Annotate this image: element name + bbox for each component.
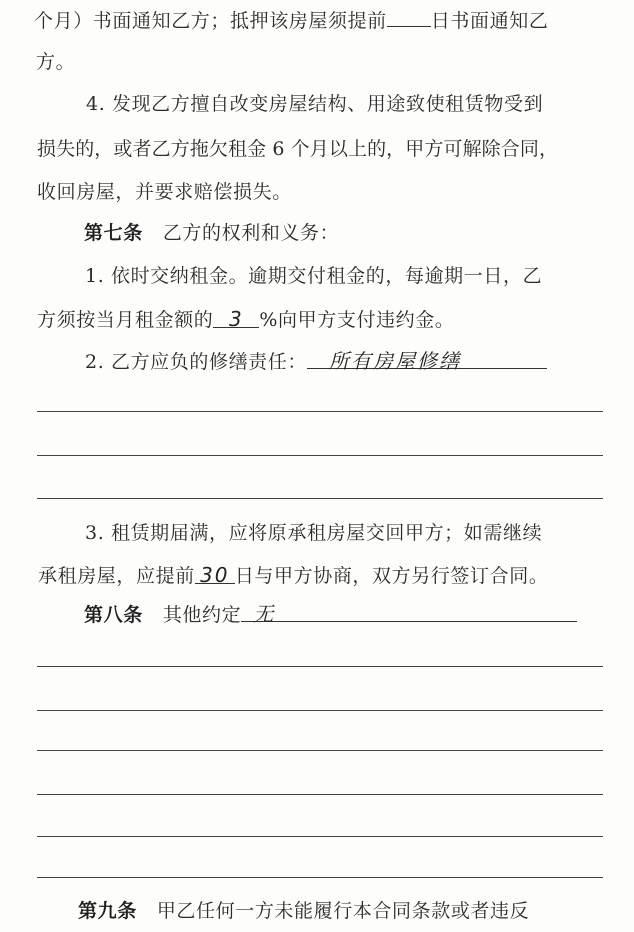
text-segment: %向甲方支付违约金。 — [259, 309, 455, 331]
handwritten-value: 无 — [253, 602, 276, 626]
clause-6-item-4 — [86, 92, 634, 116]
blank-rule — [37, 750, 603, 751]
text-segment: 1. 依时交纳租金。逾期交付租金的，每逾期一日，乙 — [85, 265, 543, 287]
clause-9-heading — [78, 899, 634, 923]
text-segment: 3. 租赁期届满，应将原承租房屋交回甲方；如需继续 — [85, 522, 543, 544]
handwritten-value: 3 — [229, 307, 244, 331]
handwritten-value: 所有房屋修缮 — [328, 349, 461, 373]
blank-rule — [37, 498, 603, 499]
clause-title: 乙方的权利和义务： — [162, 222, 340, 244]
text-segment: 4. 发现乙方擅自改变房屋结构、用途致使租赁物受到 — [86, 93, 544, 115]
text-segment: 个月）书面通知乙方；抵押该房屋须提前 — [34, 10, 387, 32]
fill-blank-other-terms — [241, 602, 577, 626]
clause-6-line-end — [36, 50, 634, 74]
blank-rule — [37, 836, 603, 837]
clause-6-item-4-end — [37, 180, 634, 204]
blank-rule — [37, 666, 603, 667]
clause-7-item-2 — [85, 349, 634, 374]
clause-7-item-3-cont — [38, 563, 634, 588]
clause-7-item-1-cont — [37, 307, 634, 332]
text-segment: 方须按当月租金额的 — [37, 309, 214, 331]
text-segment: 承租房屋，应提前 — [38, 565, 195, 587]
fill-blank-days — [387, 6, 431, 27]
clause-6-item-4-cont — [37, 137, 634, 161]
clause-7-item-1 — [85, 264, 634, 288]
handwritten-value: 30 — [200, 563, 230, 587]
clause-text: 甲乙任何一方未能履行本合同条款或者违反 — [156, 900, 530, 922]
clause-8-heading — [84, 602, 634, 627]
fill-blank-penalty-rate — [213, 307, 259, 331]
fill-blank-notice-days — [195, 563, 235, 587]
text-segment: 日与甲方协商，双方另行签订合同。 — [234, 565, 549, 587]
text-segment: 损失的，或者乙方拖欠租金 6 个月以上的，甲方可解除合同， — [37, 138, 559, 160]
clause-number: 第九条 — [78, 900, 137, 922]
text-segment: 2. 乙方应负的修缮责任： — [85, 351, 307, 373]
blank-rule — [37, 794, 603, 795]
clause-number: 第七条 — [84, 222, 143, 244]
text-segment: 日书面通知乙 — [430, 10, 549, 32]
blank-rule — [37, 455, 603, 456]
clause-6-line-notice — [34, 6, 634, 33]
fill-blank-repair-duty — [307, 349, 547, 373]
clause-number: 第八条 — [84, 604, 143, 626]
clause-7-item-3 — [85, 521, 634, 545]
blank-rule — [37, 877, 603, 878]
clause-7-heading — [84, 221, 634, 245]
text-segment: 方。 — [36, 51, 76, 73]
blank-rule — [37, 710, 603, 711]
clause-title: 其他约定 — [162, 604, 242, 626]
text-segment: 收回房屋，并要求赔偿损失。 — [37, 181, 292, 203]
blank-rule — [37, 411, 603, 412]
